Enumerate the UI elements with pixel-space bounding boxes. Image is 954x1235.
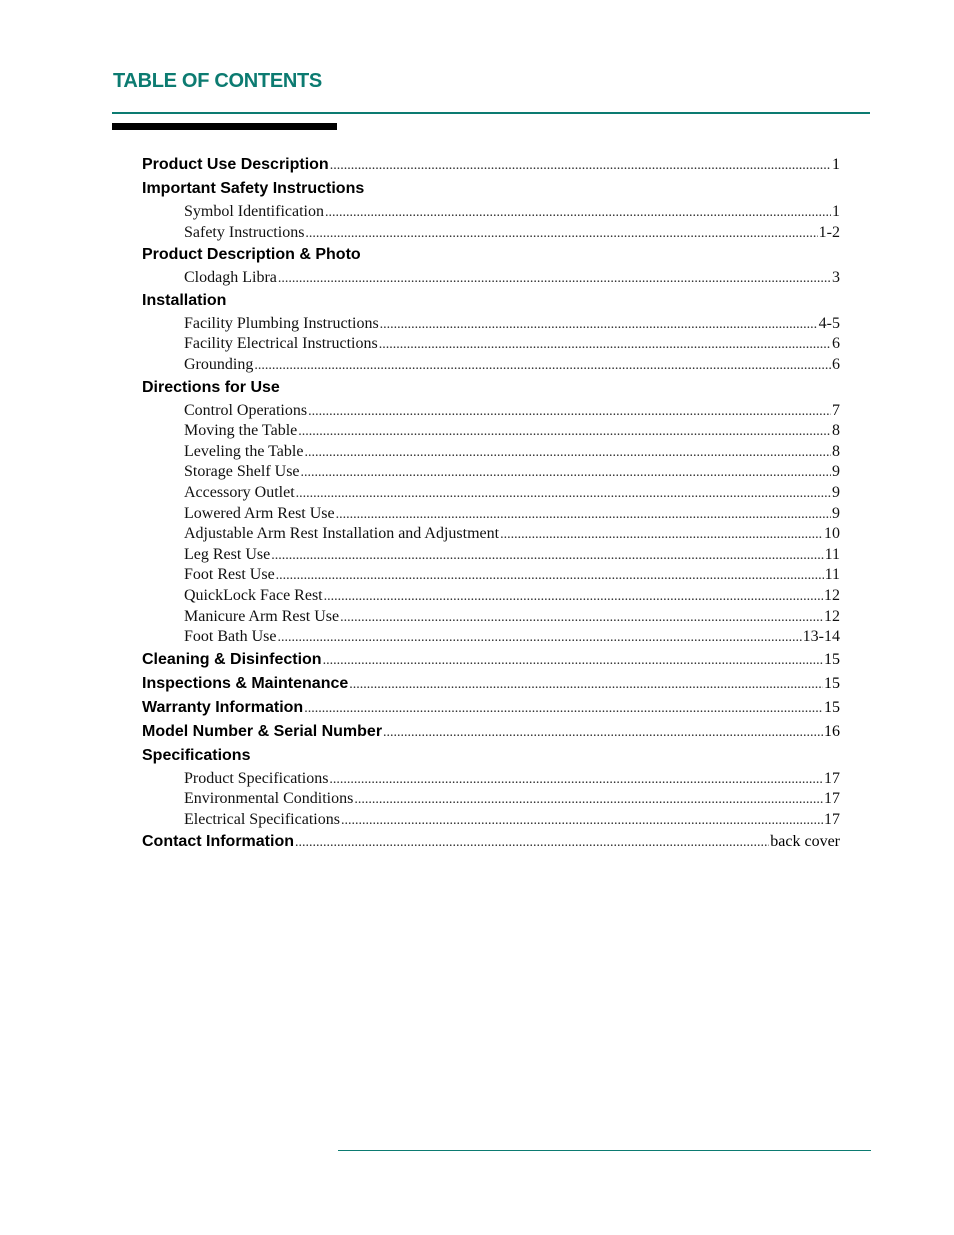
dot-leader <box>305 224 817 244</box>
toc-page-number: 17 <box>824 810 840 828</box>
toc-entry-label: Adjustable Arm Rest Installation and Adjustment <box>184 525 500 543</box>
dot-leader <box>304 697 823 720</box>
dot-leader <box>295 831 769 854</box>
toc-entry-label: Safety Instructions <box>184 223 305 241</box>
dot-leader <box>330 154 831 177</box>
toc-page-number: 15 <box>824 650 840 668</box>
title-underline <box>112 112 870 114</box>
title-accent-bar <box>112 123 337 130</box>
toc-entry-label: Grounding <box>184 355 254 373</box>
toc-entry-label: Inspections & Maintenance <box>142 674 349 692</box>
toc-subentry <box>142 524 840 545</box>
dot-leader <box>323 649 823 672</box>
toc-entry-label: Model Number & Serial Number <box>142 722 383 740</box>
toc-section <box>142 376 840 400</box>
toc-entry-label: Contact Information <box>142 833 294 851</box>
dot-leader <box>349 673 823 696</box>
toc-page-number: 9 <box>832 504 840 522</box>
dot-leader <box>329 770 823 790</box>
toc-page-number: 7 <box>832 401 840 419</box>
dot-leader <box>308 402 831 422</box>
toc-entry-label: Foot Bath Use <box>184 628 277 646</box>
dot-leader <box>383 721 823 744</box>
toc-entry-label: Symbol Identification <box>184 203 324 220</box>
toc-entry-label: Accessory Outlet <box>184 483 295 501</box>
toc-page-number: 9 <box>832 483 840 501</box>
toc-page-number: 8 <box>832 422 840 440</box>
toc-page-number: 15 <box>824 698 840 716</box>
toc-entry-label: Electrical Specifications <box>184 810 340 828</box>
toc-subentry <box>142 627 840 648</box>
dot-leader <box>301 463 831 483</box>
dot-leader <box>298 422 831 442</box>
toc-page-number: 1 <box>832 203 840 220</box>
toc-subentry <box>142 483 840 504</box>
toc-section <box>142 289 840 313</box>
toc-subentry <box>142 810 840 831</box>
toc-page-number: 13-14 <box>802 628 840 646</box>
toc-entry-label: Facility Plumbing Instructions <box>184 314 379 332</box>
toc-entry-label: Leveling the Table <box>184 442 304 460</box>
toc-page-number: 6 <box>832 335 840 353</box>
toc-subentry <box>142 355 840 376</box>
toc-entry-label: Installation <box>142 291 227 309</box>
toc-page-number: 1-2 <box>818 223 840 241</box>
toc-section <box>142 696 840 720</box>
toc-entry-label: Specifications <box>142 746 251 764</box>
dot-leader <box>304 443 831 463</box>
dot-leader <box>278 269 831 289</box>
dot-leader <box>325 203 831 223</box>
toc-entry-label: Moving the Table <box>184 422 298 440</box>
dot-leader <box>254 356 831 376</box>
toc-entry-label: Control Operations <box>184 401 308 419</box>
toc-page-number: 3 <box>832 269 840 287</box>
toc-section <box>142 830 840 854</box>
toc-page-number: 12 <box>824 607 840 625</box>
toc-page-number: 10 <box>824 525 840 543</box>
dot-leader <box>271 546 823 566</box>
toc-subentry <box>142 545 840 566</box>
toc-entry-label: Warranty Information <box>142 698 304 716</box>
toc-section <box>142 177 840 201</box>
toc-subentry <box>142 565 840 586</box>
toc-entry-label: Directions for Use <box>142 378 280 396</box>
toc-entry-label: Product Specifications <box>184 769 329 787</box>
toc-section <box>142 720 840 744</box>
dot-leader <box>341 811 823 831</box>
toc-page-number: 11 <box>824 545 840 563</box>
toc-section <box>142 672 840 696</box>
toc-subentry <box>142 769 840 790</box>
toc-page-number: 8 <box>832 442 840 460</box>
toc-subentry <box>142 401 840 422</box>
dot-leader <box>324 587 823 607</box>
dot-leader <box>296 484 831 504</box>
toc-entry-label: Clodagh Libra <box>184 269 277 287</box>
toc-subentry <box>142 462 840 483</box>
toc-page-number: 17 <box>824 790 840 808</box>
toc-subentry <box>142 334 840 355</box>
dot-leader <box>277 628 801 648</box>
toc-page-number: 1 <box>832 156 840 173</box>
toc-entry-label: QuickLock Face Rest <box>184 586 323 604</box>
dot-leader <box>354 790 823 810</box>
dot-leader <box>500 525 823 545</box>
toc-page-number: 9 <box>832 463 840 481</box>
toc-entry-label: Facility Electrical Instructions <box>184 335 378 353</box>
toc-entry-label: Storage Shelf Use <box>184 463 300 481</box>
toc-entry-label: Product Description & Photo <box>142 246 361 264</box>
dot-leader <box>380 315 818 335</box>
toc-entry-label: Product Use Description <box>142 156 329 173</box>
toc-entry-label: Cleaning & Disinfection <box>142 650 322 668</box>
toc-section <box>142 153 840 177</box>
toc-subentry <box>142 421 840 442</box>
toc-entry-label: Manicure Arm Rest Use <box>184 607 340 625</box>
table-of-contents <box>142 153 840 854</box>
toc-subentry <box>142 223 840 244</box>
toc-entry-label: Important Safety Instructions <box>142 180 365 197</box>
toc-subentry <box>142 442 840 463</box>
dot-leader <box>340 608 823 628</box>
toc-subentry <box>142 789 840 810</box>
toc-entry-label: Environmental Conditions <box>184 790 354 808</box>
dot-leader <box>379 335 831 355</box>
toc-section <box>142 648 840 672</box>
toc-page-number: 11 <box>824 566 840 584</box>
toc-entry-label: Leg Rest Use <box>184 545 271 563</box>
toc-subentry <box>142 202 840 223</box>
dot-leader <box>336 505 831 525</box>
toc-entry-label: Foot Rest Use <box>184 566 275 584</box>
toc-page-number: back cover <box>770 833 840 851</box>
toc-entry-label: Lowered Arm Rest Use <box>184 504 335 522</box>
toc-section <box>142 744 840 768</box>
toc-subentry <box>142 268 840 289</box>
toc-subentry <box>142 607 840 628</box>
footer-rule <box>338 1150 871 1151</box>
page-title: TABLE OF CONTENTS <box>113 70 322 92</box>
toc-page-number: 12 <box>824 586 840 604</box>
toc-page-number: 4-5 <box>818 314 840 332</box>
toc-subentry <box>142 504 840 525</box>
toc-subentry <box>142 314 840 335</box>
toc-section <box>142 243 840 267</box>
toc-page-number: 17 <box>824 769 840 787</box>
toc-page-number: 16 <box>824 722 840 740</box>
dot-leader <box>276 566 824 586</box>
toc-page-number: 15 <box>824 674 840 692</box>
toc-page-number: 6 <box>832 355 840 373</box>
toc-subentry <box>142 586 840 607</box>
